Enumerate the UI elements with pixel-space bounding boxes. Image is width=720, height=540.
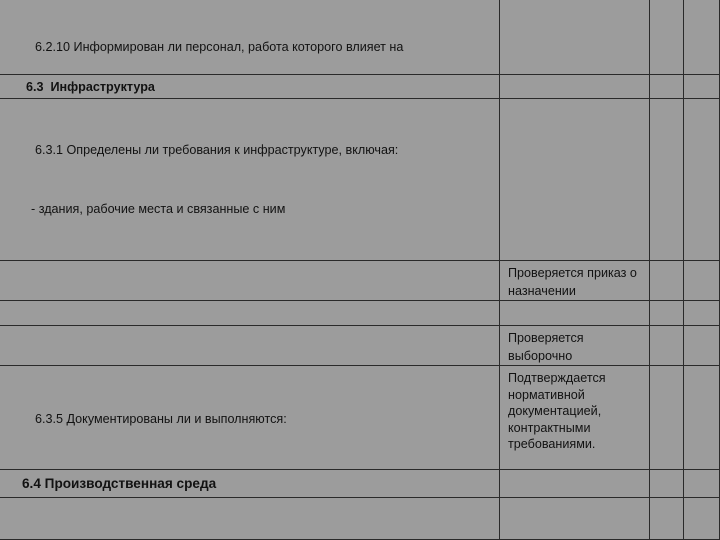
mark-cell [650, 75, 684, 99]
question-cell-6-3-2 [0, 261, 500, 301]
mark-cell [684, 470, 720, 498]
mark-cell [684, 301, 720, 326]
note-cell [500, 470, 650, 498]
question-line: 6.3.1 Определены ли требования к инфраструктуре, включая: [35, 143, 399, 158]
note-cell [500, 301, 650, 326]
mark-cell [684, 326, 720, 366]
note-cell: Проверяется выборочно [500, 326, 650, 366]
question-line: - здания, рабочие места и связанные с ним [31, 201, 286, 216]
question-cell-6-2-10 [0, 0, 500, 75]
question-cell-6-3-3 [0, 301, 500, 326]
note-cell [500, 99, 650, 261]
question-cell-6-3-1 [0, 99, 500, 261]
note-cell [500, 0, 650, 75]
mark-cell [650, 498, 684, 540]
question-cell-6-4-1 [0, 498, 500, 540]
mark-cell [684, 75, 720, 99]
mark-cell [650, 470, 684, 498]
note-cell [500, 498, 650, 540]
mark-cell [684, 498, 720, 540]
mark-cell [684, 99, 720, 261]
note-cell: Подтверждается нормативной документацией, контрактными требованиями. [500, 366, 650, 470]
mark-cell [650, 301, 684, 326]
note-cell [500, 75, 650, 99]
mark-cell [650, 99, 684, 261]
mark-cell [650, 326, 684, 366]
mark-cell [684, 0, 720, 75]
section-heading-6-4: 6.4 Производственная среда [0, 470, 500, 498]
mark-cell [650, 261, 684, 301]
mark-cell [650, 0, 684, 75]
mark-cell [650, 366, 684, 470]
mark-cell [684, 366, 720, 470]
mark-cell [684, 261, 720, 301]
section-heading-6-3: 6.3 Инфраструктура [0, 75, 500, 99]
question-line: 6.2.10 Информирован ли персонал, работа которого влияет на [35, 40, 404, 54]
question-cell-6-3-5 [0, 366, 500, 470]
question-line: 6.3.5 Документированы ли и выполняются: [35, 411, 287, 426]
question-cell-6-3-4 [0, 326, 500, 366]
note-cell: Проверяется приказ о назначении [500, 261, 650, 301]
